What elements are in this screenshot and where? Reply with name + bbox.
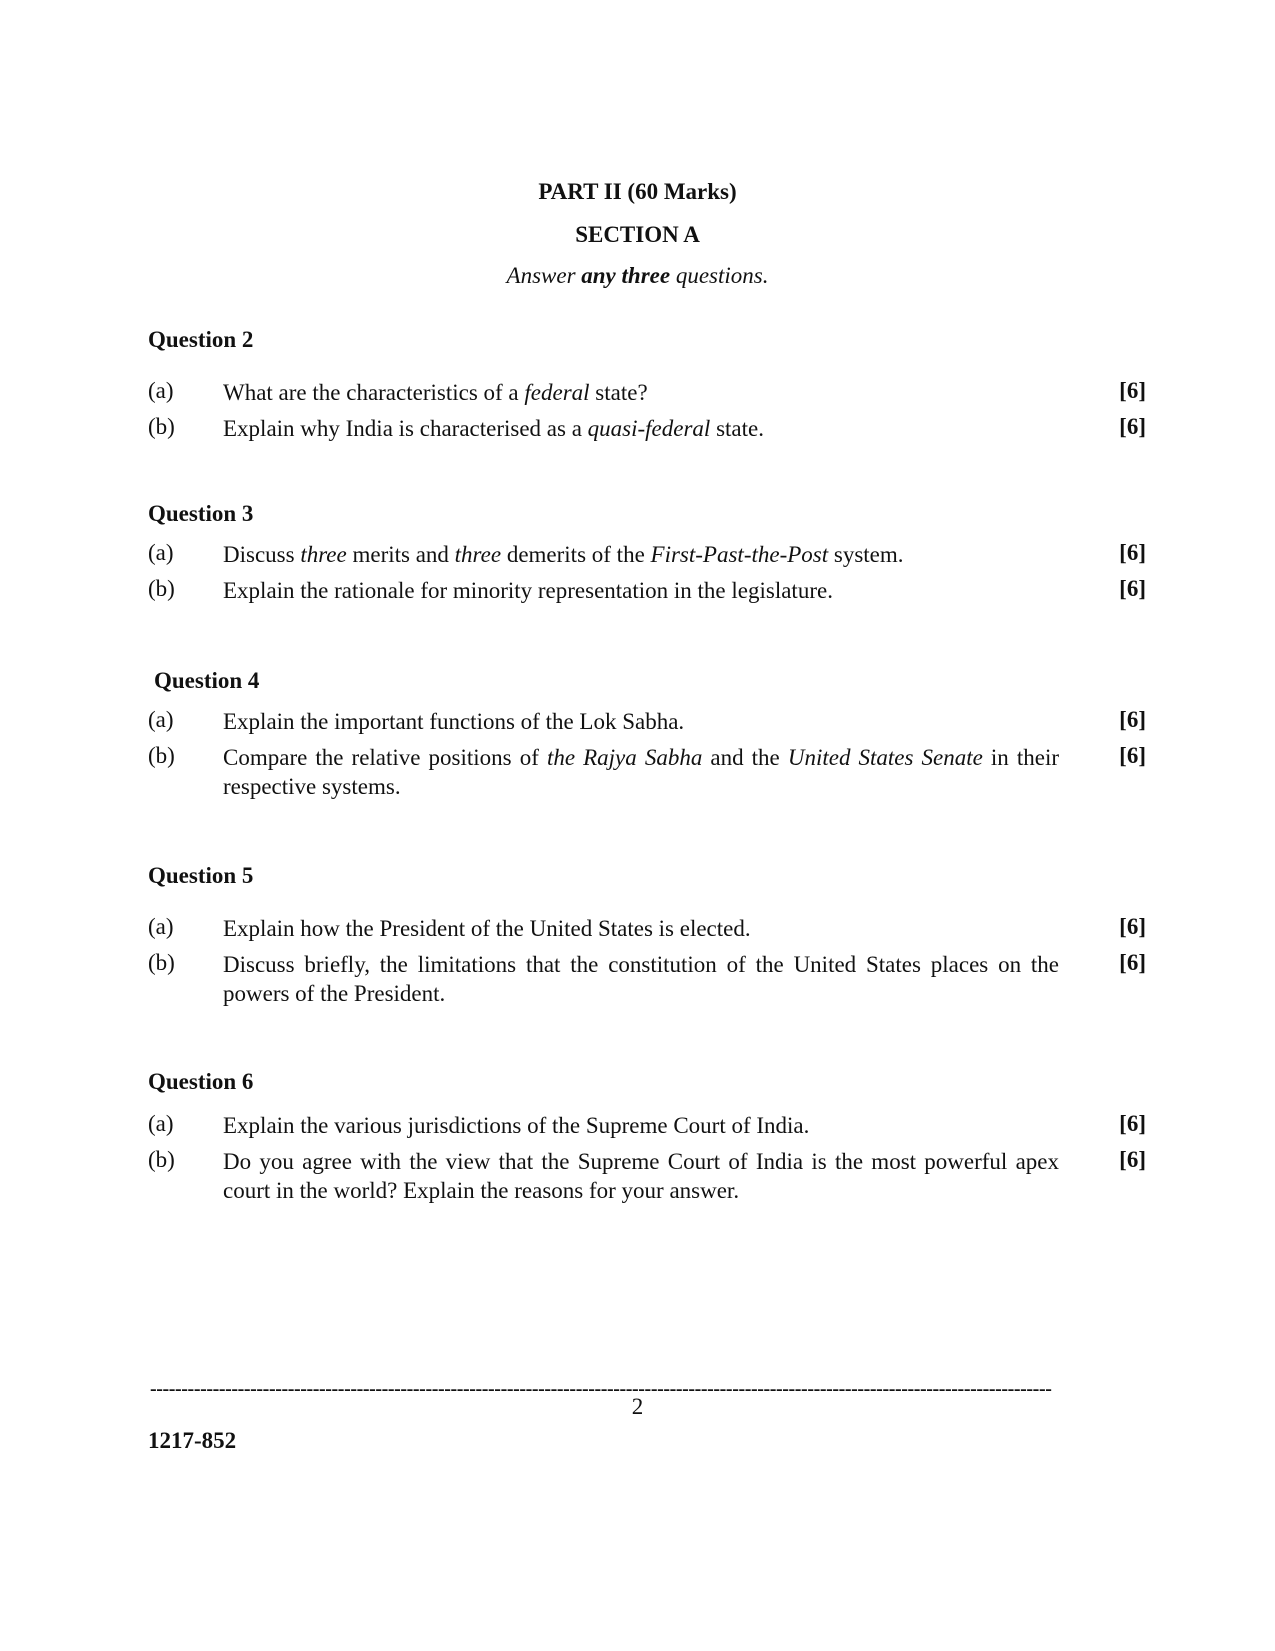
question-text bbox=[223, 378, 1059, 407]
emphasis-text: First-Past-the-Post bbox=[650, 542, 829, 567]
instruction-line bbox=[0, 263, 1275, 289]
text-run: state? bbox=[589, 380, 648, 405]
text-run: system. bbox=[828, 542, 904, 567]
footer-rule: ------------------------------------------------------------------------------------------------------------------------------------------------ bbox=[150, 1378, 1052, 1398]
emphasis-text: quasi-federal bbox=[587, 416, 711, 441]
part-label: (b) bbox=[148, 950, 175, 975]
question-text bbox=[223, 707, 1059, 736]
text-run: Discuss bbox=[223, 542, 301, 567]
part-label: (a) bbox=[148, 707, 174, 732]
question-text bbox=[223, 914, 1059, 943]
part-label: (a) bbox=[148, 540, 174, 565]
marks-badge: [6] bbox=[1119, 414, 1146, 439]
marks-badge: [6] bbox=[1119, 914, 1146, 939]
question-text bbox=[223, 950, 1059, 1008]
marks-badge: [6] bbox=[1119, 950, 1146, 975]
question-text bbox=[223, 743, 1059, 801]
text-run: state. bbox=[710, 416, 764, 441]
question-text bbox=[223, 540, 1059, 569]
section-heading: SECTION A bbox=[575, 222, 700, 247]
text-run: Explain the important functions of the Lok Sabha. bbox=[223, 709, 685, 734]
marks-badge: [6] bbox=[1119, 1111, 1146, 1136]
question-text bbox=[223, 414, 1059, 443]
text-run: Explain the rationale for minority representation in the legislature. bbox=[223, 578, 833, 603]
part-heading: PART II (60 Marks) bbox=[538, 179, 737, 204]
question-text bbox=[223, 1111, 1059, 1140]
text-run: Explain the various jurisdictions of the Supreme Court of India. bbox=[223, 1113, 810, 1138]
part-label: (a) bbox=[148, 914, 174, 939]
emphasis-text: three bbox=[454, 542, 502, 567]
text-run: Compare the relative positions of bbox=[223, 745, 547, 770]
part-label: (b) bbox=[148, 414, 175, 439]
text-run: Discuss briefly, the limitations that the constitution of the United States places on the powers of the President. bbox=[223, 952, 1059, 1006]
question-text bbox=[223, 576, 1059, 605]
part-label: (b) bbox=[148, 1147, 175, 1172]
part-label: (a) bbox=[148, 1111, 174, 1136]
text-run: merits and bbox=[346, 542, 455, 567]
instruction-emphasis: any three bbox=[581, 263, 671, 288]
marks-badge: [6] bbox=[1119, 540, 1146, 565]
text-run: Do you agree with the view that the Supreme Court of India is the most powerful apex court in the world? Explain the reasons for your answer. bbox=[223, 1149, 1059, 1203]
question-title: Question 2 bbox=[148, 327, 254, 352]
page-number: 2 bbox=[631, 1394, 644, 1419]
instruction-post: questions. bbox=[670, 263, 769, 288]
text-run: Explain how the President of the United States is elected. bbox=[223, 916, 751, 941]
paper-code: 1217-852 bbox=[148, 1428, 237, 1453]
question-title: Question 4 bbox=[154, 668, 260, 693]
question-title: Question 6 bbox=[148, 1069, 254, 1094]
emphasis-text: federal bbox=[524, 380, 590, 405]
question-title: Question 5 bbox=[148, 863, 254, 888]
text-run: demerits of the bbox=[501, 542, 651, 567]
emphasis-text: the Rajya Sabha bbox=[546, 745, 703, 770]
marks-badge: [6] bbox=[1119, 707, 1146, 732]
instruction-pre: Answer bbox=[506, 263, 582, 288]
question-title: Question 3 bbox=[148, 501, 254, 526]
marks-badge: [6] bbox=[1119, 1147, 1146, 1172]
emphasis-text: three bbox=[300, 542, 347, 567]
question-text bbox=[223, 1147, 1059, 1205]
marks-badge: [6] bbox=[1119, 378, 1146, 403]
part-label: (b) bbox=[148, 743, 175, 768]
part-label: (a) bbox=[148, 378, 174, 403]
text-run: and the bbox=[702, 745, 788, 770]
marks-badge: [6] bbox=[1119, 743, 1146, 768]
text-run: in their respective systems. bbox=[223, 745, 1060, 799]
marks-badge: [6] bbox=[1119, 576, 1146, 601]
text-run: What are the characteristics of a bbox=[223, 380, 525, 405]
part-label: (b) bbox=[148, 576, 175, 601]
text-run: Explain why India is characterised as a bbox=[223, 416, 588, 441]
emphasis-text: United States Senate bbox=[787, 745, 983, 770]
